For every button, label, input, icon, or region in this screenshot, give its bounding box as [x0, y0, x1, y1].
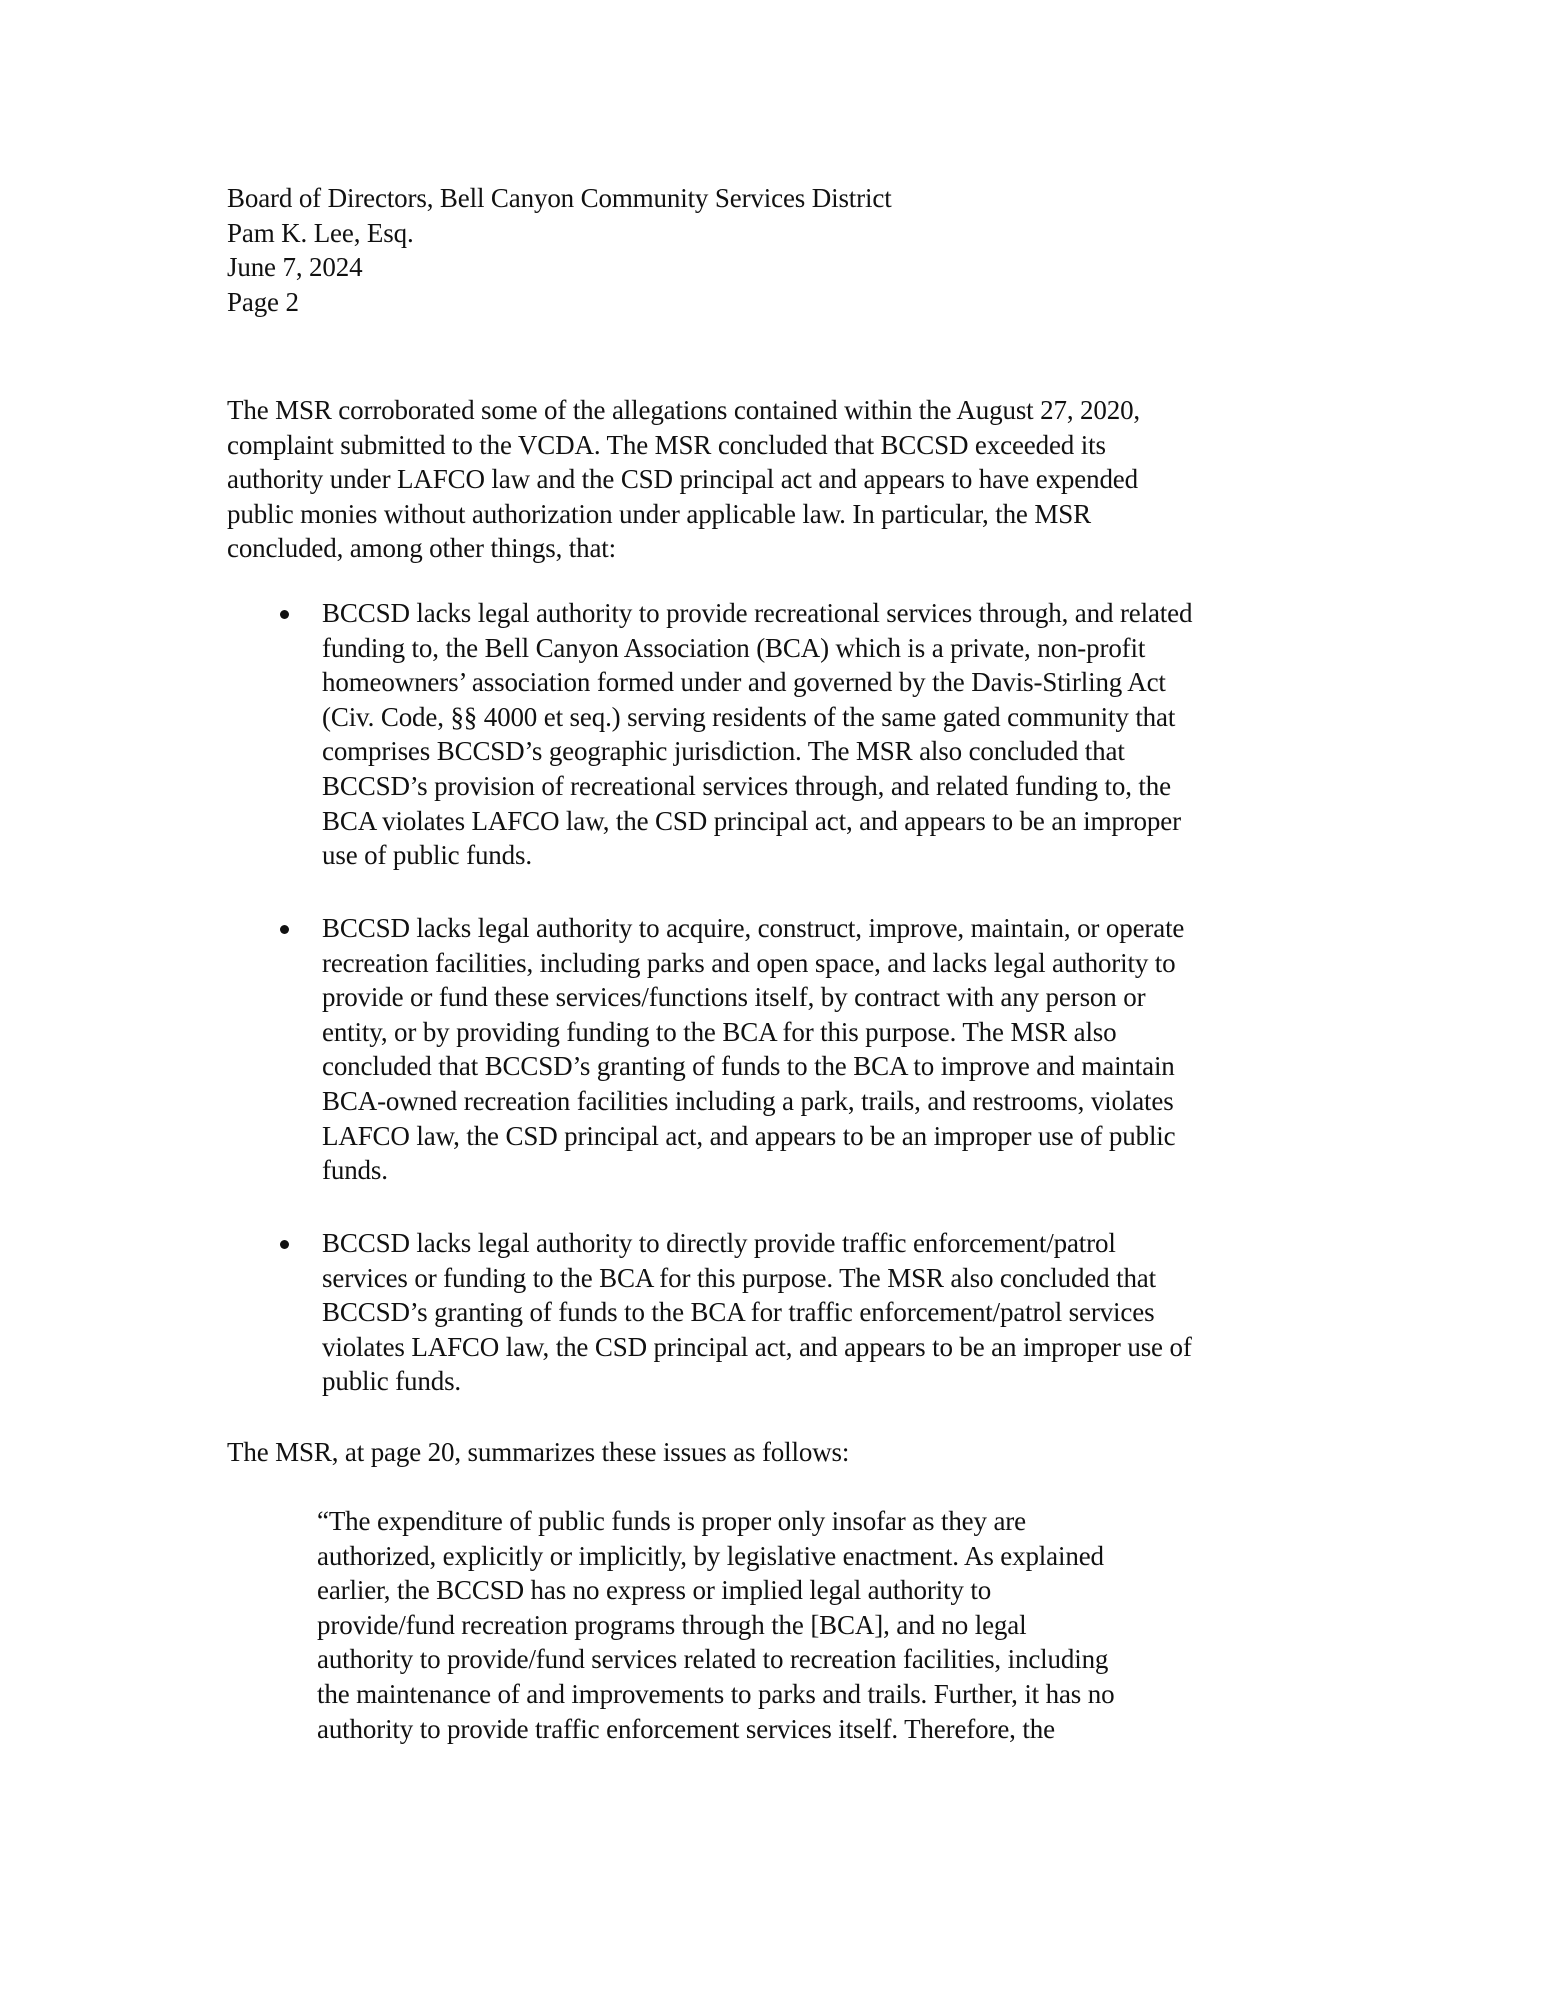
bullet-line: BCCSD lacks legal authority to provide recreational services through, and related: [322, 598, 1193, 628]
block-quote: [317, 1504, 1267, 1746]
quote-line: the maintenance of and improvements to parks and trails. Further, it has no: [317, 1678, 1115, 1709]
bullet-line: BCCSD’s granting of funds to the BCA for traffic enforcement/patrol services: [322, 1297, 1155, 1328]
quote-line: authority to provide/fund services related to recreation facilities, including: [317, 1644, 1109, 1675]
bullet-line: public funds.: [322, 1366, 462, 1397]
bullet-line: comprises BCCSD’s geographic jurisdiction. The MSR also concluded that: [322, 736, 1125, 767]
bullet-line: funds.: [322, 1155, 388, 1186]
bullet-line: services or funding to the BCA for this purpose. The MSR also concluded that: [322, 1262, 1156, 1293]
intro-paragraph: [227, 393, 1327, 566]
bullet-line: concluded that BCCSD’s granting of funds to the BCA to improve and maintain: [322, 1051, 1175, 1082]
bullet-line: entity, or by providing funding to the BCA for this purpose. The MSR also: [322, 1016, 1117, 1047]
bullet-line: BCCSD lacks legal authority to directly provide traffic enforcement/patrol: [322, 1228, 1116, 1258]
bullet-text: [322, 1226, 1342, 1399]
intro-line: The MSR corroborated some of the allegations contained within the August 27, 2020,: [227, 395, 1141, 425]
bullet-line: BCCSD’s provision of recreational services through, and related funding to, the: [322, 770, 1171, 801]
intro-line: concluded, among other things, that:: [227, 533, 617, 564]
bullet-text: [322, 596, 1342, 873]
quote-line: authority to provide traffic enforcement services itself. Therefore, the: [317, 1713, 1055, 1744]
intro-line: complaint submitted to the VCDA. The MSR concluded that BCCSD exceeded its: [227, 429, 1106, 460]
bullet-dot-icon: [280, 925, 289, 934]
bullet-line: LAFCO law, the CSD principal act, and appears to be an improper use of public: [322, 1120, 1176, 1151]
summary-paragraph: [227, 1435, 1327, 1470]
quote-line: provide/fund recreation programs through the [BCA], and no legal: [317, 1609, 1027, 1640]
bullet-line: recreation facilities, including parks and open space, and lacks legal authority to: [322, 947, 1176, 978]
recipient-line: Board of Directors, Bell Canyon Community Services District: [227, 183, 892, 213]
bullet-text: [322, 911, 1342, 1188]
bullet-line: homeowners’ association formed under and governed by the Davis-Stirling Act: [322, 667, 1166, 698]
bullet-line: BCA violates LAFCO law, the CSD principal act, and appears to be an improper: [322, 805, 1181, 836]
bullet-dot-icon: [280, 610, 289, 619]
intro-line: public monies without authorization under applicable law. In particular, the MSR: [227, 498, 1091, 529]
bullet-line: (Civ. Code, §§ 4000 et seq.) serving residents of the same gated community that: [322, 701, 1176, 732]
bullet-line: funding to, the Bell Canyon Association (BCA) which is a private, non-profit: [322, 632, 1146, 663]
bullet-line: BCCSD lacks legal authority to acquire, construct, improve, maintain, or operate: [322, 913, 1185, 943]
bullet-line: provide or fund these services/functions itself, by contract with any person or: [322, 982, 1146, 1013]
intro-line: authority under LAFCO law and the CSD principal act and appears to have expended: [227, 464, 1138, 495]
bullet-line: BCA-owned recreation facilities including a park, trails, and restrooms, violates: [322, 1085, 1174, 1116]
quote-line: authorized, explicitly or implicitly, by legislative enactment. As explained: [317, 1540, 1104, 1571]
quote-line: “The expenditure of public funds is proper only insofar as they are: [317, 1506, 1026, 1536]
summary-line: The MSR, at page 20, summarizes these issues as follows:: [227, 1437, 850, 1467]
date-line: June 7, 2024: [227, 252, 363, 283]
bullet-line: violates LAFCO law, the CSD principal act, and appears to be an improper use of: [322, 1331, 1192, 1362]
bullet-line: use of public funds.: [322, 840, 532, 871]
page-number-line: Page 2: [227, 286, 299, 317]
attorney-line: Pam K. Lee, Esq.: [227, 217, 414, 248]
quote-line: earlier, the BCCSD has no express or implied legal authority to: [317, 1575, 992, 1606]
letter-header: [227, 181, 1127, 319]
bullet-dot-icon: [280, 1240, 289, 1249]
